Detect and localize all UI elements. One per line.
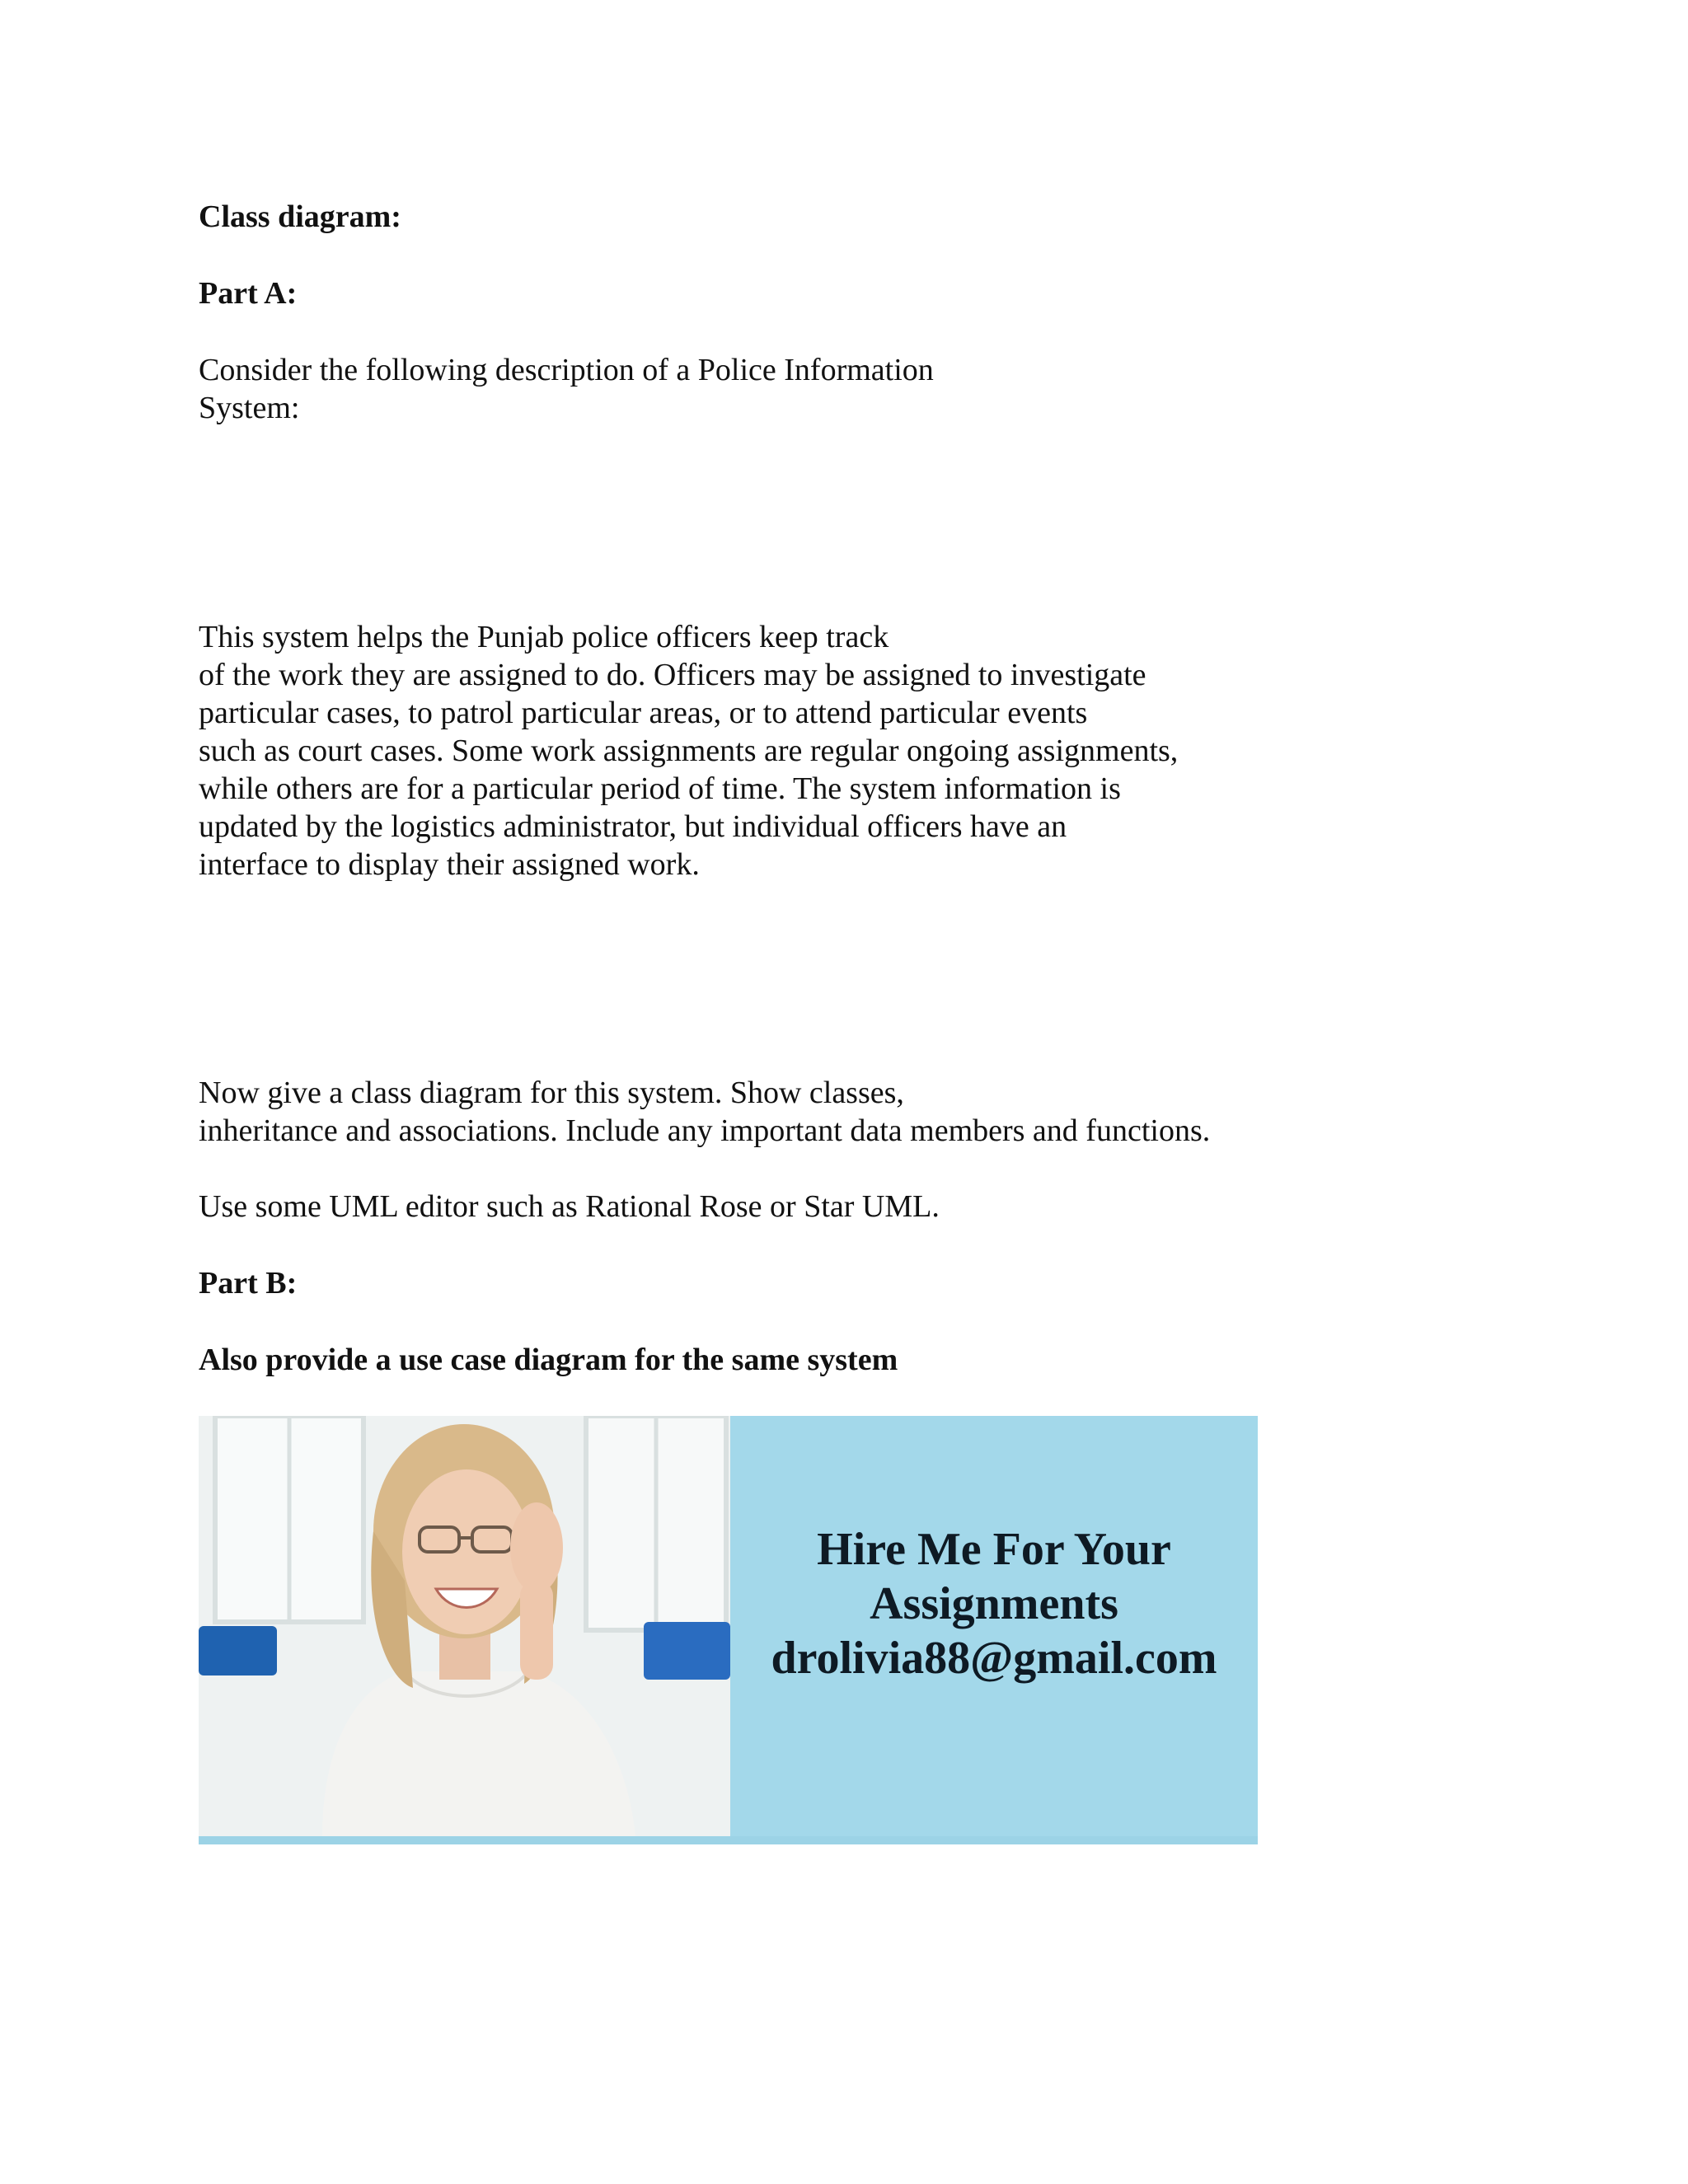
hire-me-banner xyxy=(199,1416,1258,1844)
banner-line-2: Assignments xyxy=(870,1578,1118,1629)
intro-line-2: System: xyxy=(199,391,300,425)
task-line-1: Now give a class diagram for this system. Show classes, xyxy=(199,1076,904,1110)
part-b-label: Part B: xyxy=(199,1266,298,1301)
description-line-7: interface to display their assigned work. xyxy=(199,847,700,882)
banner-bottom-strip xyxy=(199,1836,1258,1844)
description-line-2: of the work they are assigned to do. Officers may be assigned to investigate xyxy=(199,658,1146,692)
part-a-label: Part A: xyxy=(199,276,298,311)
intro-line-1: Consider the following description of a Police Information xyxy=(199,353,934,387)
description-line-3: particular cases, to patrol particular areas, or to attend particular events xyxy=(199,696,1088,730)
description-line-1: This system helps the Punjab police officers keep track xyxy=(199,620,889,654)
woman-illustration xyxy=(199,1416,730,1836)
part-b-text: Also provide a use case diagram for the same system xyxy=(199,1343,898,1377)
woman-photo xyxy=(199,1416,730,1836)
banner-line-1: Hire Me For Your xyxy=(817,1524,1171,1575)
description-line-6: updated by the logistics administrator, but individual officers have an xyxy=(199,809,1067,844)
banner-text-panel xyxy=(730,1416,1258,1844)
class-diagram-heading: Class diagram: xyxy=(199,199,401,234)
banner-email: drolivia88@gmail.com xyxy=(771,1633,1217,1684)
description-line-4: such as court cases. Some work assignments are regular ongoing assignments, xyxy=(199,733,1179,768)
tool-line: Use some UML editor such as Rational Rose or Star UML. xyxy=(199,1189,940,1224)
description-line-5: while others are for a particular period of time. The system information is xyxy=(199,771,1121,806)
task-line-2: inheritance and associations. Include any important data members and functions. xyxy=(199,1113,1211,1148)
